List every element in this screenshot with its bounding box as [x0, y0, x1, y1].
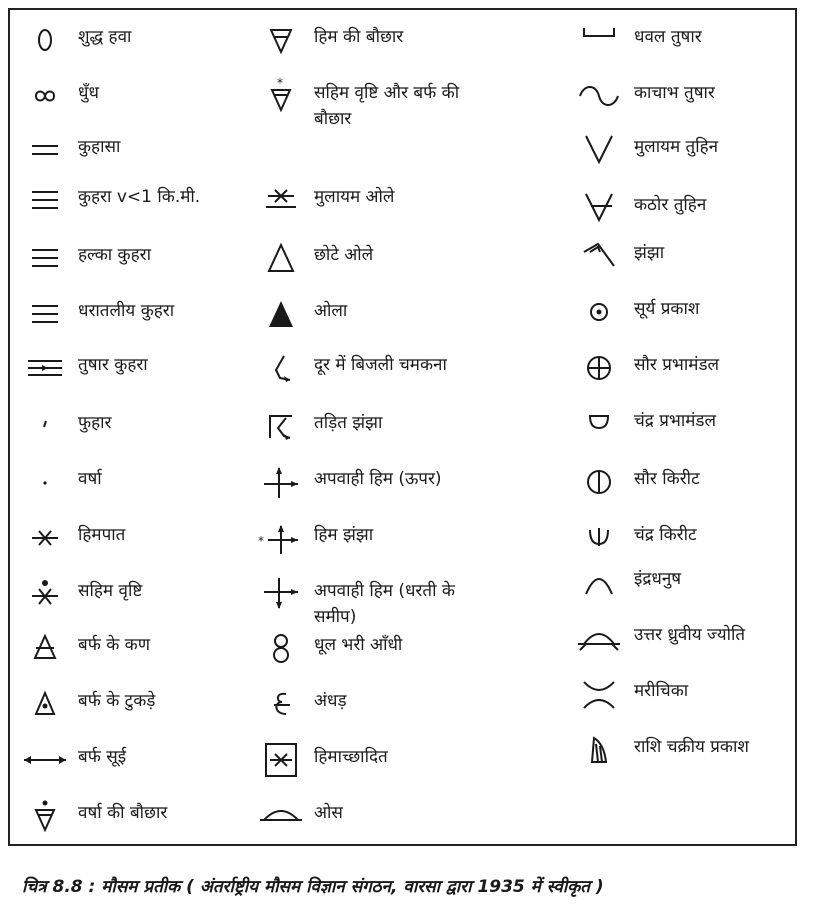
triangle-filled-icon [258, 294, 304, 334]
circle-bar-icon [576, 462, 622, 502]
drift-high-icon [258, 462, 304, 502]
drift-low-icon [258, 574, 304, 614]
svg-text:*: * [258, 534, 264, 548]
bracket-icon [576, 20, 622, 60]
symbol-label: बर्फ सूई [78, 747, 127, 767]
symbol-label: चंद्र प्रभामंडल [634, 411, 717, 431]
dot-icon [22, 462, 68, 502]
symbol-label: बर्फ के टुकड़े [78, 691, 156, 711]
symbol-label: धवल तुषार [634, 27, 702, 47]
thunderstorm-icon [258, 406, 304, 446]
symbol-label: हिमाच्छादित [314, 747, 388, 767]
triangle-dot-icon [22, 684, 68, 724]
symbol-label: हल्का कुहरा [78, 245, 151, 265]
symbol-label: अंधड़ [314, 691, 347, 711]
symbol-label: धुँध [78, 83, 99, 103]
double-arrow-icon [22, 740, 68, 780]
symbol-label: सौर प्रभामंडल [634, 355, 720, 375]
symbol-label: फुहार [78, 413, 112, 433]
ellipse-icon [22, 20, 68, 60]
two-lines-icon [22, 130, 68, 170]
symbol-label: उत्तर ध्रुवीय ज्योति [634, 625, 746, 645]
symbol-label: ओस [314, 803, 343, 823]
symbol-label: हिम की बौछार [314, 27, 404, 47]
symbol-label: काचाभ तुषार [634, 83, 715, 103]
symbol-label: कुहासा [78, 137, 121, 157]
symbol-label: अपवाही हिम (ऊपर) [314, 469, 442, 489]
arrow-lines-icon [22, 348, 68, 388]
three-lines-icon [22, 238, 68, 278]
wave-icon [576, 76, 622, 116]
symbol-label: तड़ित झंझा [314, 413, 383, 433]
symbol-label: सौर किरीट [634, 469, 700, 489]
v-bar-icon [576, 188, 622, 228]
v-icon [576, 130, 622, 170]
symbol-label: सूर्य प्रकाश [634, 299, 700, 319]
down-triangle-star-icon [258, 76, 304, 116]
symbol-label: राशि चक्रीय प्रकाश [634, 737, 749, 757]
figure-eight-icon [258, 628, 304, 668]
squall-icon [576, 236, 622, 276]
symbol-label: दूर में बिजली चमकना [314, 355, 447, 375]
symbol-label: मुलायम तुहिन [634, 137, 719, 157]
symbol-label: मरीचिका [634, 681, 689, 701]
dust-storm-icon [258, 684, 304, 724]
symbol-label: सहिम वृष्टि [78, 581, 143, 601]
symbol-label: इंद्रधनुष [634, 569, 682, 589]
asterisk-underline-icon [258, 180, 304, 220]
dot-asterisk-icon [22, 574, 68, 614]
symbol-label: सहिम वृष्टि और बर्फ की बौछार [314, 83, 460, 129]
three-lines-icon [22, 294, 68, 334]
symbol-label: धूल भरी आँधी [314, 635, 403, 655]
triangle-cross-icon [22, 628, 68, 668]
symbol-label: हिमपात [78, 525, 126, 545]
symbol-label: ओला [314, 301, 348, 321]
boxed-asterisk-icon [258, 740, 304, 780]
symbol-label: कुहरा v<1 कि.मी. [78, 187, 201, 207]
lightning-icon [258, 348, 304, 388]
symbol-label: तुषार कुहरा [78, 355, 148, 375]
symbol-label: कठोर तुहिन [634, 195, 707, 215]
down-triangle-bar-icon [258, 20, 304, 60]
three-lines-icon [22, 180, 68, 220]
symbol-label: धरातलीय कुहरा [78, 301, 175, 321]
down-triangle-dot-icon [22, 796, 68, 836]
circle-cross-icon [576, 348, 622, 388]
aurora-icon [576, 618, 622, 658]
symbol-label: हिम झंझा [314, 525, 374, 545]
symbol-label: वर्षा की बौछार [78, 803, 168, 823]
cup-bar-icon [576, 518, 622, 558]
symbol-label: चंद्र किरीट [634, 525, 697, 545]
dew-arc-icon [258, 796, 304, 836]
mirage-icon [576, 674, 622, 714]
symbol-label: अपवाही हिम (धरती के समीप) [314, 581, 455, 627]
symbol-label: छोटे ओले [314, 245, 374, 265]
zodiacal-light-icon [576, 730, 622, 770]
circle-dot-icon [576, 292, 622, 332]
triangle-outline-icon [258, 238, 304, 278]
asterisk-icon [22, 518, 68, 558]
comma-icon [22, 406, 68, 446]
rainbow-icon [576, 562, 622, 602]
symbol-label: बर्फ के कण [78, 635, 151, 655]
snowstorm-icon [258, 518, 304, 558]
half-circle-icon [576, 404, 622, 444]
symbol-label: मुलायम ओले [314, 187, 395, 207]
svg-text:*: * [277, 76, 283, 90]
infinity-icon [22, 76, 68, 116]
figure-caption: चित्र 8.8 : मौसम प्रतीक ( अंतर्राष्ट्रीय मौसम विज्ञान संगठन, वारसा द्वारा 1935 में स्वीकृत ) [22, 877, 604, 897]
symbol-label: शुद्ध हवा [78, 27, 132, 47]
symbol-label: झंझा [634, 243, 665, 263]
symbol-label: वर्षा [78, 469, 102, 489]
